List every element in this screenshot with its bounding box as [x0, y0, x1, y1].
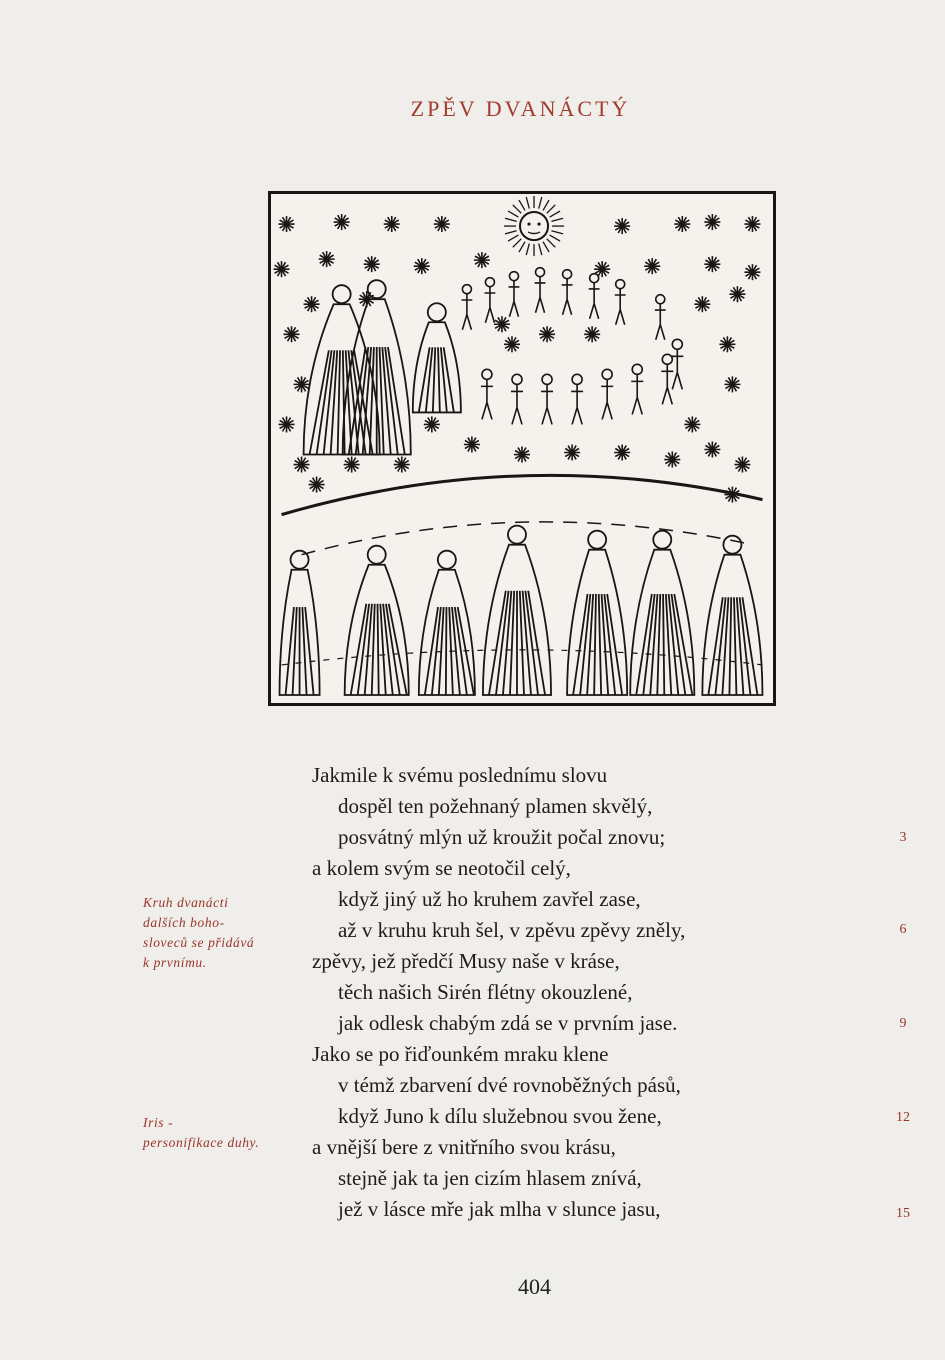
- star-icon: [564, 444, 580, 460]
- star-icon: [704, 441, 720, 457]
- soul-figure: [541, 374, 553, 424]
- verse-line: a kolem svým se neotočil celý,: [312, 856, 571, 880]
- gloss-line: k prvnímu.: [143, 955, 207, 970]
- soul-figure: [509, 272, 520, 317]
- star-icon: [284, 326, 300, 342]
- robed-figure: [630, 531, 694, 695]
- soul-figure: [661, 354, 673, 404]
- verse-block: [312, 760, 832, 1225]
- soul-figure: [461, 285, 472, 330]
- star-icon: [494, 316, 510, 332]
- star-icon: [724, 487, 740, 503]
- star-icon: [644, 258, 660, 274]
- line-number: 15: [896, 1206, 910, 1221]
- star-icon: [734, 457, 750, 473]
- star-icon: [464, 436, 480, 452]
- gloss-line: Kruh dvanácti: [143, 895, 229, 910]
- robed-figure: [702, 536, 762, 695]
- verse-line: Jakmile k svému poslednímu slovu: [312, 763, 608, 787]
- star-icon: [309, 477, 325, 493]
- soul-figure: [511, 374, 523, 424]
- star-icon: [384, 216, 400, 232]
- line-number: 12: [896, 1110, 910, 1125]
- star-icon: [614, 218, 630, 234]
- star-icon: [394, 457, 410, 473]
- margin-gloss-circle: [143, 893, 308, 973]
- verse-line: jak odlesk chabým zdá se v prvním jase.: [338, 1011, 678, 1035]
- gloss-line: dalších boho-: [143, 915, 225, 930]
- soul-figure: [631, 364, 643, 414]
- star-icon: [514, 446, 530, 462]
- star-icon: [744, 216, 760, 232]
- verse-line: posvátný mlýn už kroužit počal znovu;: [338, 825, 666, 849]
- verse-line: když jiný už ho kruhem zavřel zase,: [338, 887, 641, 911]
- star-icon: [424, 416, 440, 432]
- robed-figure: [419, 551, 475, 695]
- star-icon: [364, 256, 380, 272]
- star-icon: [279, 416, 295, 432]
- verse-line: v témž zbarvení dvé rovnoběžných pásů,: [338, 1073, 681, 1097]
- line-number: 3: [899, 830, 907, 845]
- star-icon: [504, 336, 520, 352]
- star-icon: [334, 214, 350, 230]
- star-icon: [584, 326, 600, 342]
- soul-figure: [485, 278, 496, 323]
- verse-line: dospěl ten požehnaný plamen skvělý,: [338, 794, 653, 818]
- page-number: 404: [518, 1274, 551, 1299]
- verse-line: Jako se po řiďounkém mraku klene: [312, 1042, 609, 1066]
- soul-figure: [535, 268, 546, 313]
- star-icon: [684, 416, 700, 432]
- star-icon: [294, 376, 310, 392]
- star-icon: [304, 296, 320, 312]
- star-icon: [744, 264, 760, 280]
- verse-line: když Juno k dílu služebnou svou žene,: [338, 1104, 662, 1128]
- star-icon: [719, 336, 735, 352]
- star-icon: [704, 214, 720, 230]
- soul-figure: [481, 369, 493, 419]
- verse-line: zpěvy, jež předčí Musy naše v kráse,: [312, 949, 620, 973]
- soul-figure: [562, 270, 573, 315]
- woodcut-illustration: [268, 191, 776, 706]
- sun-icon: [520, 212, 548, 240]
- verse-line: jež v lásce mře jak mlha v slunce jasu,: [338, 1197, 661, 1221]
- line-number: 9: [899, 1016, 907, 1031]
- star-icon: [539, 326, 555, 342]
- star-icon: [319, 251, 335, 267]
- soul-figure: [601, 369, 613, 419]
- verse-line: až v kruhu kruh šel, v zpěvu zpěvy zněly,: [338, 918, 686, 942]
- star-icon: [664, 452, 680, 468]
- verse-line: těch našich Sirén flétny okouzlené,: [338, 980, 633, 1004]
- star-icon: [274, 261, 290, 277]
- gloss-line: sloveců se přidává: [143, 935, 255, 950]
- robed-figure: [483, 526, 551, 695]
- verse-line: stejně jak ta jen cizím hlasem znívá,: [338, 1166, 642, 1190]
- star-icon: [279, 216, 295, 232]
- robed-figure: [345, 546, 409, 695]
- chapter-title: ZPĚV DVANÁCTÝ: [410, 96, 631, 121]
- star-icon: [414, 258, 430, 274]
- robed-figure: [413, 303, 461, 412]
- robed-figure: [280, 551, 320, 695]
- gloss-line: Iris -: [143, 1115, 174, 1130]
- star-icon: [674, 216, 690, 232]
- soul-figure: [655, 295, 666, 340]
- star-icon: [294, 457, 310, 473]
- soul-figure: [589, 274, 600, 319]
- star-icon: [729, 286, 745, 302]
- star-icon: [434, 216, 450, 232]
- verse-line: a vnější bere z vnitřního svou krásu,: [312, 1135, 616, 1159]
- star-icon: [724, 376, 740, 392]
- gloss-line: personifikace duhy.: [143, 1135, 260, 1150]
- star-icon: [694, 296, 710, 312]
- star-icon: [704, 256, 720, 272]
- soul-figure: [615, 280, 626, 325]
- robed-figure: [567, 531, 627, 695]
- star-icon: [474, 252, 490, 268]
- soul-figure: [671, 339, 683, 389]
- soul-figure: [571, 374, 583, 424]
- star-icon: [344, 457, 360, 473]
- star-icon: [614, 444, 630, 460]
- line-number: 6: [899, 922, 907, 937]
- margin-gloss-iris: [143, 1113, 308, 1153]
